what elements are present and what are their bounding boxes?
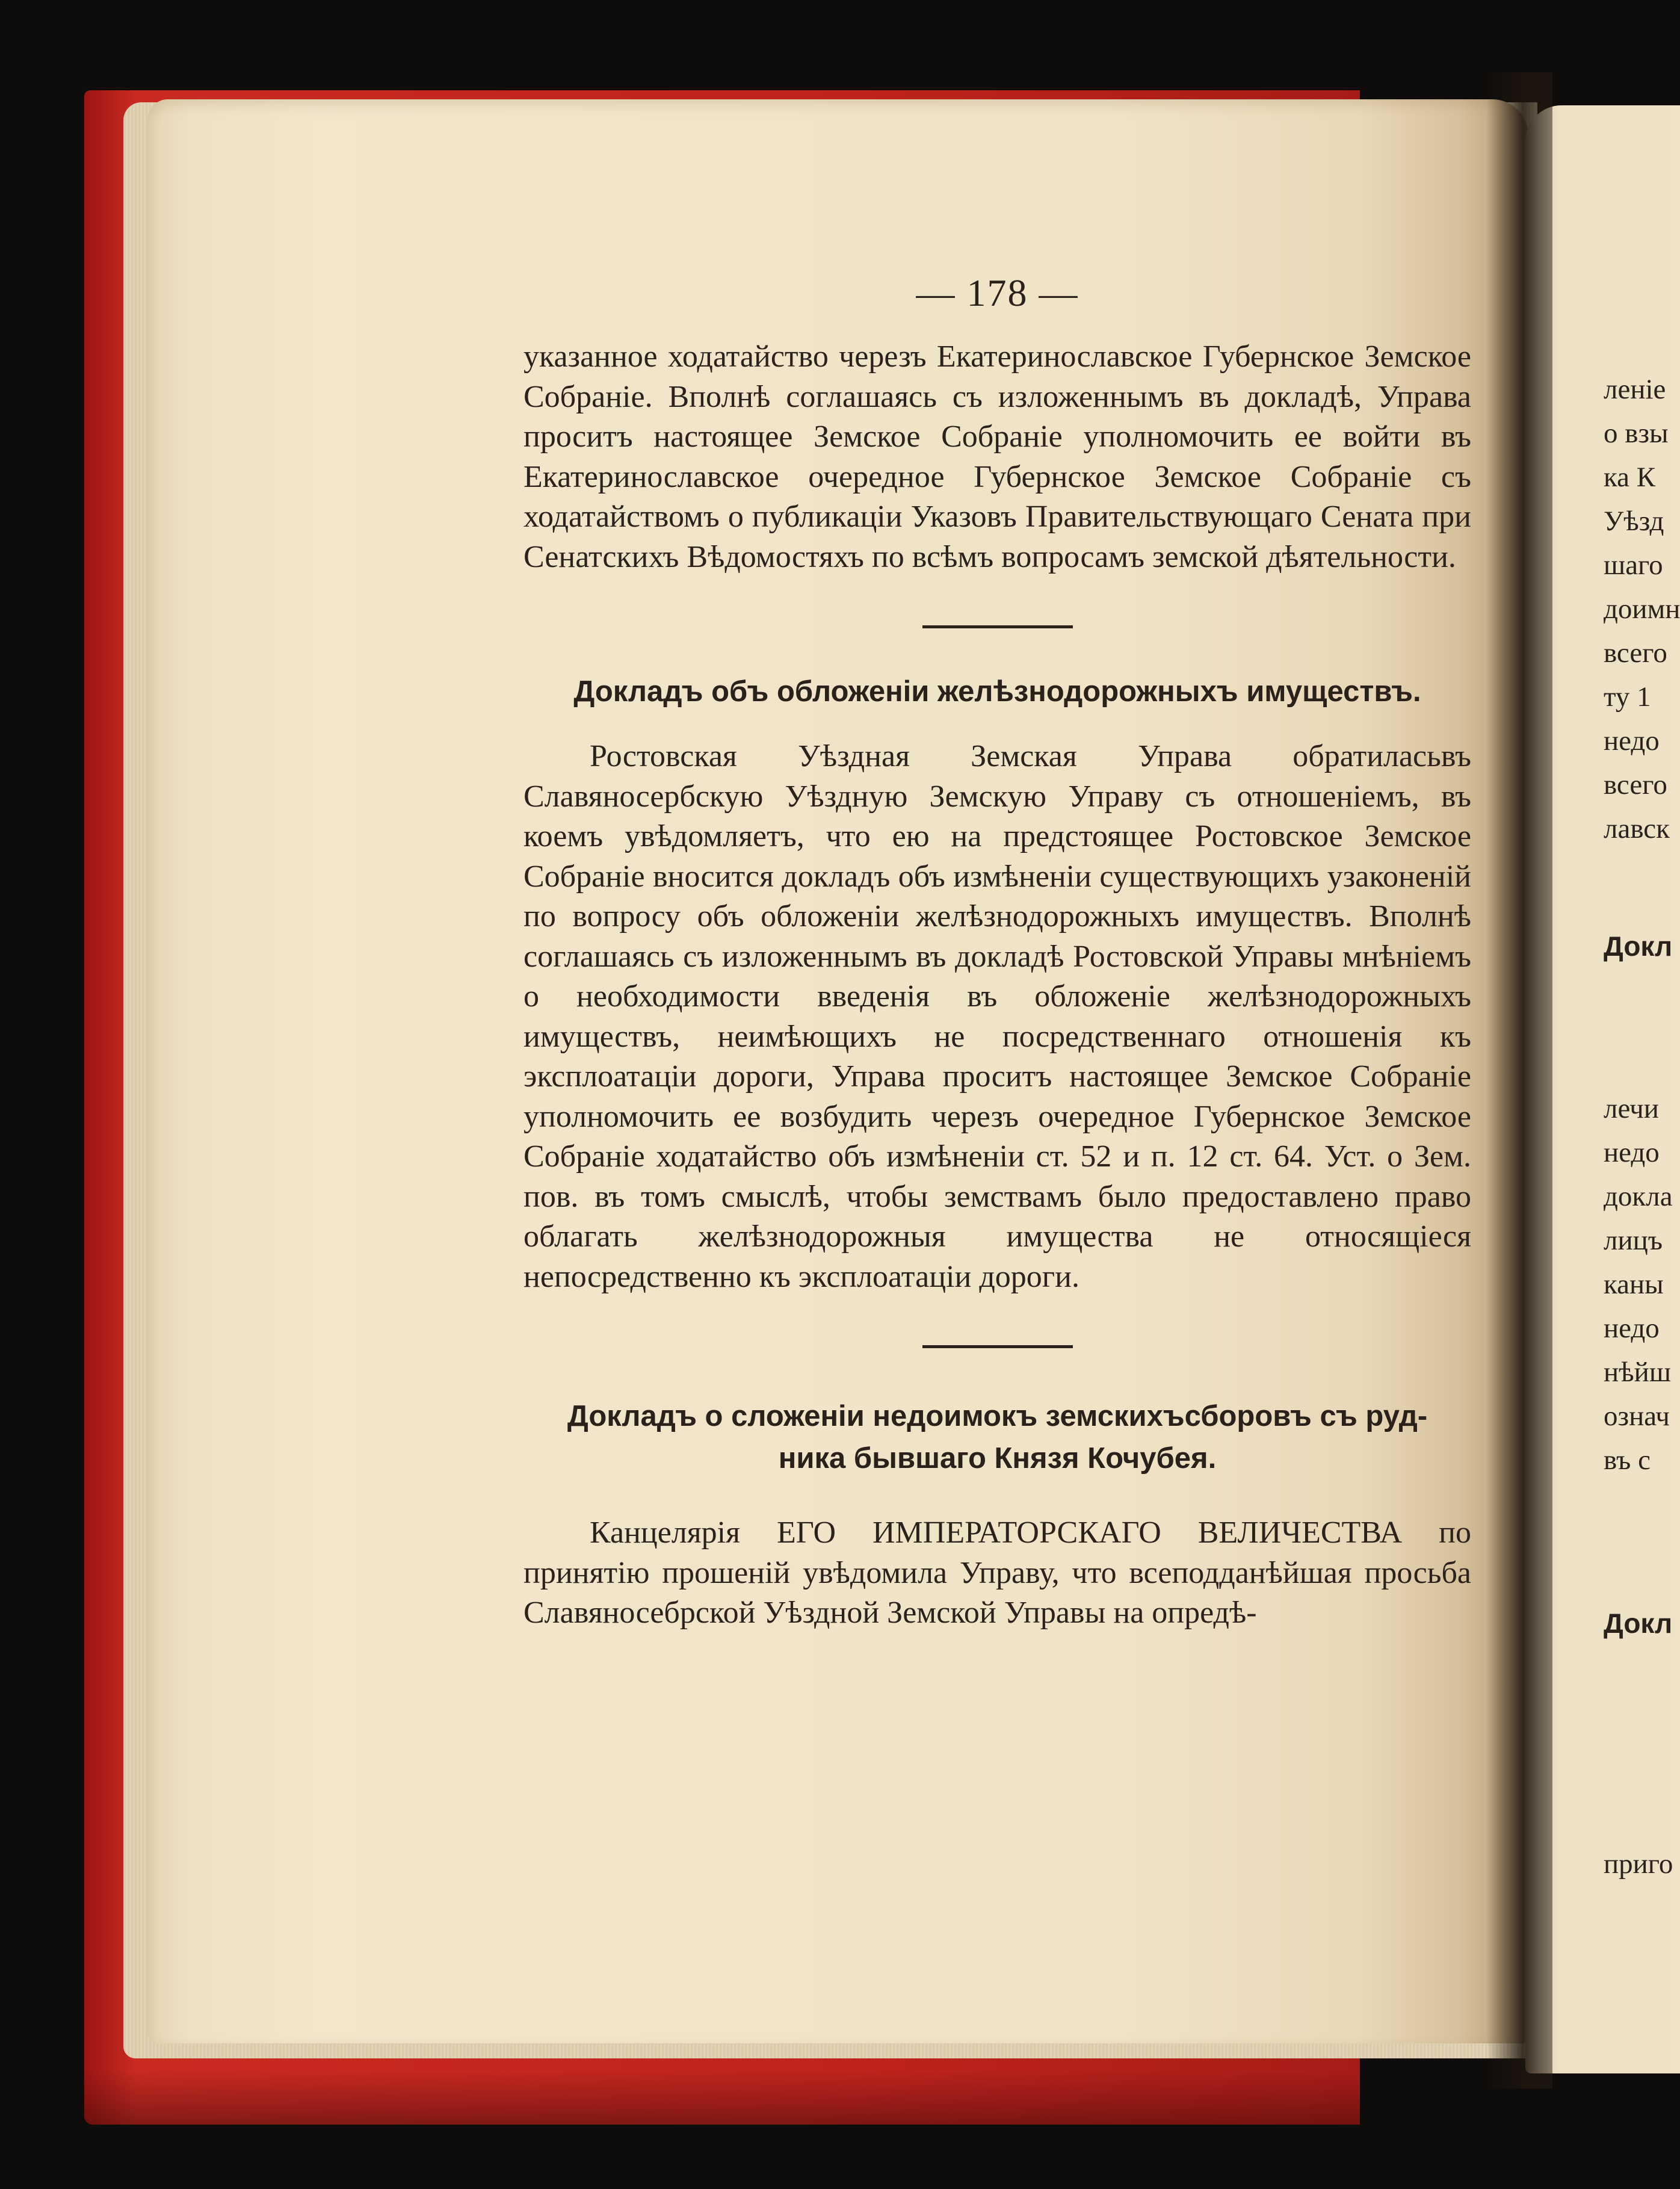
section-heading-1: Докладъ объ обложеніи желѣзнодорожныхъ имуществъ. bbox=[573, 675, 1421, 708]
right-page-line: приго bbox=[1604, 1848, 1673, 1880]
right-page-line: лавск bbox=[1604, 813, 1670, 844]
right-page-line: недо bbox=[1604, 1313, 1660, 1344]
right-page-line: ка К bbox=[1604, 462, 1656, 493]
section-divider-2 bbox=[922, 1345, 1073, 1348]
right-page-line: въ с bbox=[1604, 1444, 1651, 1476]
right-page-line: Уѣзд bbox=[1604, 506, 1664, 537]
book-gutter-shadow bbox=[1486, 72, 1552, 2088]
right-page-line: означ bbox=[1604, 1401, 1670, 1432]
paragraph-1: указанное ходатайство черезъ Екатеринославское Губернское Земское Собраніе. Вполнѣ соглашаясь съ изложеннымъ въ докладѣ, Управа проситъ настоящее Земское Собраніе уполномочить ее войти въ Екатеринославское очередное Губернское Земское Собраніе съ ходатайствомъ о публикаціи Указовъ Правительствующаго Сената при Сенатскихъ Вѣдомостяхъ по всѣмъ вопросамъ земской дѣятельности. bbox=[523, 339, 1471, 574]
right-page-line: лечи bbox=[1604, 1093, 1659, 1124]
section-heading-2-line-2: ника бывшаго Князя Кочубея. bbox=[778, 1442, 1217, 1475]
right-page-line: всего bbox=[1604, 769, 1667, 800]
paragraph-3: Канцелярія ЕГО ИМПЕРАТОРСКАГО ВЕЛИЧЕСТВА по принятію прошеній увѣдомила Управу, что всеподданѣйшая просьба Славяносебрской Уѣздной Земской Управы на опредѣ- bbox=[523, 1516, 1471, 1630]
right-page-heading-2: Докл bbox=[1604, 1608, 1673, 1639]
right-page-line: лицъ bbox=[1604, 1225, 1663, 1256]
cover-shadow bbox=[84, 2070, 1360, 2125]
left-page-content bbox=[523, 271, 1471, 1633]
page-number: — 178 — bbox=[916, 271, 1079, 314]
right-page-line: каны bbox=[1604, 1269, 1664, 1300]
right-page-line: леніе bbox=[1604, 374, 1666, 405]
right-page-line: докла bbox=[1604, 1181, 1673, 1212]
right-page-line: ту 1 bbox=[1604, 681, 1651, 713]
paragraph-2: Ростовская Уѣздная Земская Управа обратиласьвъ Славяносербскую Уѣздную Земскую Управу съ отношеніемъ, въ коемъ увѣдомляетъ, что ею на предстоящее Ростовское Земское Собраніе вносится докладъ объ измѣненіи существующихъ узаконеній по вопросу объ обложеніи желѣзнодорожныхъ имуществъ. Вполнѣ соглашаясь съ изложеннымъ въ докладѣ Ростовской Управы мнѣніемъ о необходимости введенія въ обложеніе желѣзнодорожныхъ имуществъ, неимѣющихъ не посредственнаго отношенія къ эксплоатаціи дороги, Управа проситъ настоящее Земское Собраніе уполномочить ее возбудить черезъ очередное Губернское Земское Собраніе ходатайство объ измѣненіи ст. 52 и п. 12 ст. 64. Уст. о Зем. пов. въ томъ смыслѣ, чтобы земствамъ было предоставлено право облагать желѣзнодорожныя имущества не относящіеся непосредственно къ эксплоатаціи дороги. bbox=[523, 739, 1471, 1294]
section-heading-2-line-1: Докладъ о сложеніи недоимокъ земскихъсборовъ съ руд- bbox=[567, 1400, 1428, 1432]
right-page-heading-1: Докл bbox=[1604, 930, 1673, 962]
right-page-line: недо bbox=[1604, 725, 1660, 757]
section-heading-2 bbox=[523, 1395, 1471, 1479]
right-page-line: всего bbox=[1604, 637, 1667, 669]
right-page-line: нѣйш bbox=[1604, 1357, 1672, 1388]
right-page-line: доимн bbox=[1604, 593, 1680, 625]
right-page-line: шаго bbox=[1604, 550, 1663, 581]
right-page-line: о взы bbox=[1604, 418, 1669, 449]
right-page-line: недо bbox=[1604, 1137, 1660, 1168]
section-divider-1 bbox=[922, 625, 1073, 628]
